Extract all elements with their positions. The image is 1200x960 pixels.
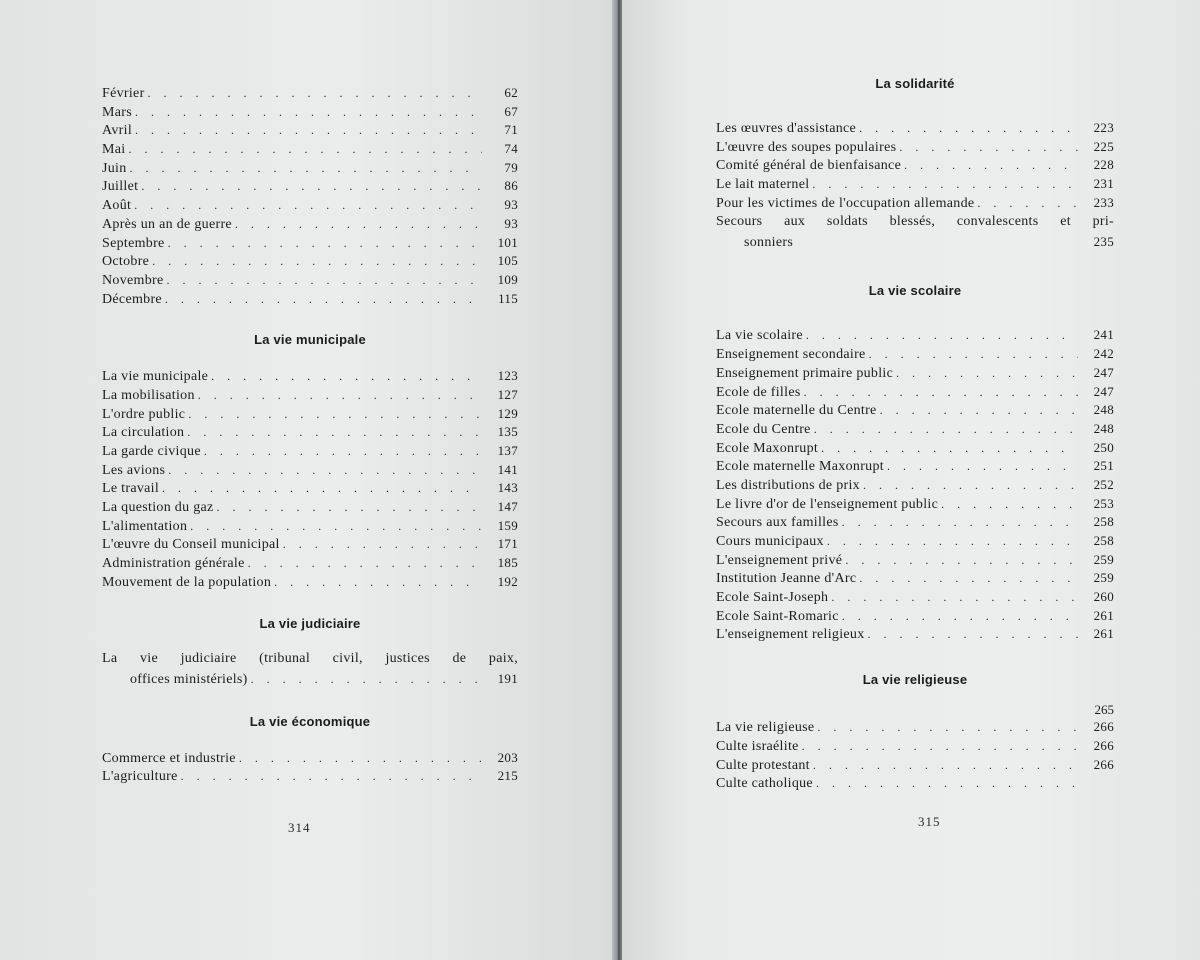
- standalone-page-number: 265: [1094, 702, 1114, 718]
- toc-entry: Mai . . . 74: [102, 140, 518, 159]
- solidarite-list: [716, 119, 1114, 253]
- section-title-religieuse: La vie religieuse: [862, 672, 968, 688]
- toc-entry: Avril . . . 71: [102, 121, 518, 140]
- toc-entry: Secours aux familles . . . 258: [716, 513, 1114, 532]
- section-title-municipale: La vie municipale: [254, 332, 366, 348]
- toc-entry: Mars . . . 67: [102, 103, 518, 122]
- toc-entry: Ecole Saint-Joseph . . . 260: [716, 588, 1114, 607]
- toc-entry: La question du gaz . . . 147: [102, 498, 518, 517]
- months-list: [102, 84, 518, 308]
- toc-entry: Mouvement de la population . . . 192: [102, 573, 518, 592]
- left-column: [102, 84, 518, 786]
- section-title-economique: La vie économique: [249, 713, 371, 729]
- toc-entry: Décembre . . . 115: [102, 290, 518, 309]
- toc-entry: Ecole du Centre . . . 248: [716, 420, 1114, 439]
- toc-entry: Ecole maternelle du Centre . . . 248: [716, 401, 1114, 420]
- toc-entry: Février . . . 62: [102, 84, 518, 103]
- toc-entry: Novembre . . . 109: [102, 271, 518, 290]
- toc-entry: Cours municipaux . . . 258: [716, 532, 1114, 551]
- section-title-scolaire: La vie scolaire: [868, 283, 962, 299]
- toc-entry: L'œuvre des soupes populaires . . . 225: [716, 138, 1114, 157]
- toc-entry: Juin . . . 79: [102, 159, 518, 178]
- toc-entry: La vie scolaire . . . 241: [716, 326, 1114, 345]
- toc-entry: Institution Jeanne d'Arc . . . 259: [716, 569, 1114, 588]
- toc-entry: Ecole Maxonrupt . . . 250: [716, 439, 1114, 458]
- toc-entry: Comité général de bienfaisance . . . 228: [716, 156, 1114, 175]
- section-title-judiciaire: La vie judiciaire: [259, 615, 361, 631]
- toc-entry: L'enseignement privé . . . 259: [716, 551, 1114, 570]
- page-number-right: 315: [918, 814, 941, 829]
- toc-entry: L'ordre public . . . 129: [102, 405, 518, 424]
- economique-list: [102, 749, 518, 786]
- toc-entry: L'enseignement religieux . . . 261: [716, 625, 1114, 644]
- toc-entry: La mobilisation . . . 127: [102, 386, 518, 405]
- toc-entry: La circulation . . . 135: [102, 423, 518, 442]
- toc-entry: Enseignement primaire public . . . 247: [716, 364, 1114, 383]
- scolaire-list: [716, 326, 1114, 644]
- toc-entry: Septembre . . . 101: [102, 234, 518, 253]
- toc-entry: Août . . . 93: [102, 196, 518, 215]
- toc-entry: Enseignement secondaire . . . 242: [716, 345, 1114, 364]
- toc-entry: La vie municipale . . . 123: [102, 367, 518, 386]
- toc-entry: Culte protestant . . . 266: [716, 756, 1114, 775]
- municipale-list: [102, 367, 518, 591]
- toc-entry: Ecole de filles . . . 247: [716, 383, 1114, 402]
- toc-entry-judiciaire: La vie judiciaire (tribunal civil, justices de paix, offices ministériels) . . . 191: [102, 649, 518, 690]
- toc-entry: Pour les victimes de l'occupation allemande . . . 233: [716, 194, 1114, 213]
- toc-entry: La garde civique . . . 137: [102, 442, 518, 461]
- toc-entry: Administration générale . . . 185: [102, 554, 518, 573]
- toc-entry: Le lait maternel . . . 231: [716, 175, 1114, 194]
- page-number-left: 314: [288, 820, 311, 835]
- toc-entry: L'agriculture . . . 215: [102, 767, 518, 786]
- toc-entry: Les avions . . . 141: [102, 461, 518, 480]
- toc-entry: Ecole maternelle Maxonrupt . . . 251: [716, 457, 1114, 476]
- toc-entry: Les œuvres d'assistance . . . 223: [716, 119, 1114, 138]
- toc-entry: Commerce et industrie . . . 203: [102, 749, 518, 768]
- right-page: [622, 0, 1200, 960]
- toc-entry: Le travail . . . 143: [102, 479, 518, 498]
- religieuse-list: [716, 701, 1114, 793]
- toc-entry: Juillet . . . 86: [102, 177, 518, 196]
- toc-entry: Culte israélite . . . 266: [716, 737, 1114, 756]
- toc-entry: Ecole Saint-Romaric . . . 261: [716, 607, 1114, 626]
- toc-entry: L'alimentation . . . 159: [102, 517, 518, 536]
- toc-entry: Après un an de guerre . . . 93: [102, 215, 518, 234]
- toc-entry: L'œuvre du Conseil municipal . . . 171: [102, 535, 518, 554]
- toc-entry: Culte catholique . . .: [716, 774, 1114, 793]
- right-column: [716, 76, 1114, 793]
- toc-entry-secours-soldats: Secours aux soldats blessés, convalescents et pri- sonniers 235: [716, 214, 1114, 251]
- toc-entry: Les distributions de prix . . . 252: [716, 476, 1114, 495]
- toc-entry: Octobre . . . 105: [102, 252, 518, 271]
- toc-entry: La vie religieuse . . . 266: [716, 718, 1114, 737]
- toc-entry: Le livre d'or de l'enseignement public . . . 253: [716, 495, 1114, 514]
- section-title-solidarite: La solidarité: [875, 76, 955, 91]
